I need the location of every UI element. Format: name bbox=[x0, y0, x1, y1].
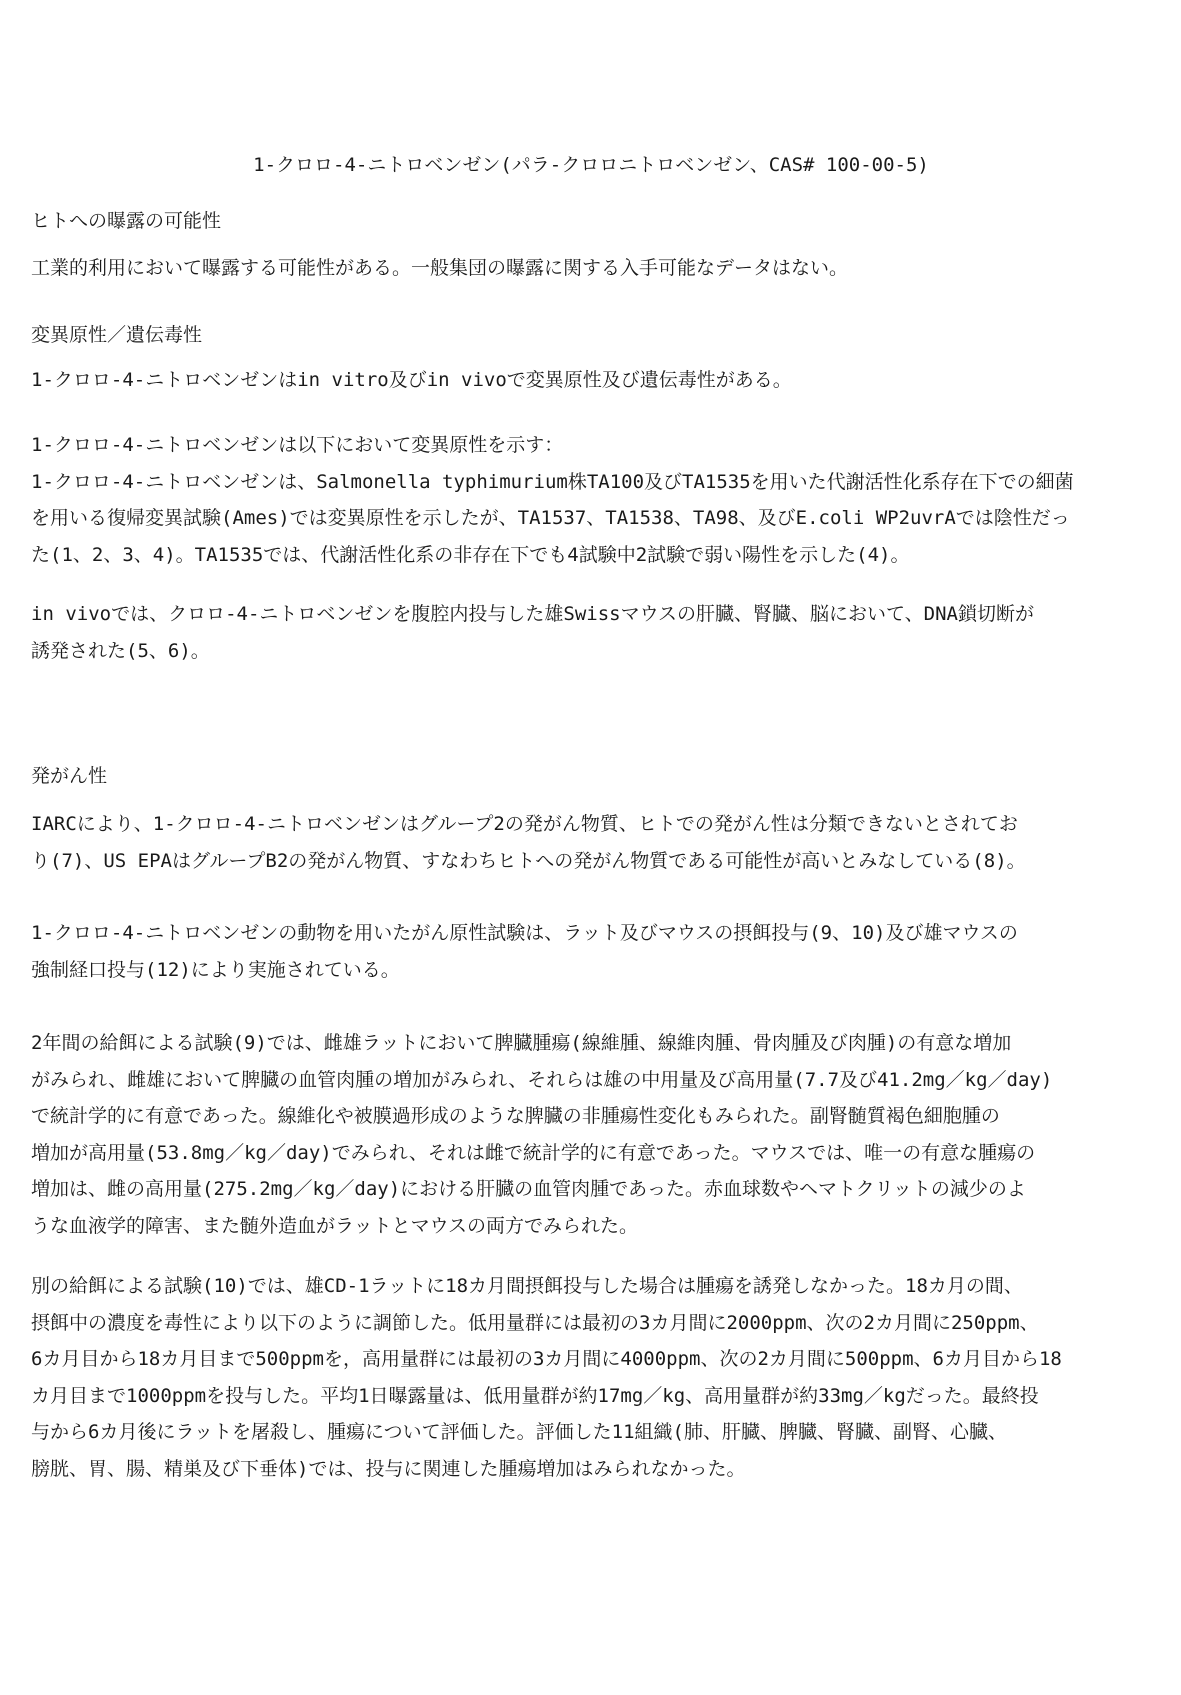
carcinogenicity-paragraph-1 bbox=[31, 806, 1151, 879]
text-line: in vivoでは、クロロ-4-ニトロベンゼンを腹腔内投与した雄Swissマウスの肝臓、腎臓、脳において、DNA鎖切断が bbox=[31, 603, 1034, 625]
text-line: IARCにより、1-クロロ-4-ニトロベンゼンはグループ2の発がん物質、ヒトでの発がん性は分類できないとされてお bbox=[31, 813, 1018, 835]
exposure-paragraph bbox=[31, 250, 1151, 287]
text-line: 別の給餌による試験(10)では、雄CD-1ラットに18カ月間摂餌投与した場合は腫瘍を誘発しなかった。18カ月の間、 bbox=[31, 1275, 1023, 1297]
document-title: 1-クロロ-4-ニトロベンゼン(パラ-クロロニトロベンゼン、CAS# 100-00-5) bbox=[253, 154, 929, 176]
carcinogenicity-paragraph-3 bbox=[31, 1025, 1151, 1244]
text-line: 膀胱、胃、腸、精巣及び下垂体)では、投与に関連した腫瘍増加はみられなかった。 bbox=[31, 1457, 746, 1480]
carcinogenicity-paragraph-4 bbox=[31, 1268, 1151, 1487]
text-line: うな血液学的障害、また髄外造血がラットとマウスの両方でみられた。 bbox=[31, 1214, 639, 1237]
genotox-paragraph-1 bbox=[31, 362, 1151, 399]
text-line: 工業的利用において曝露する可能性がある。一般集団の曝露に関する入手可能なデータはない。 bbox=[31, 257, 849, 279]
text-line: 2年間の給餌による試験(9)では、雌雄ラットにおいて脾臓腫瘍(線維腫、線維肉腫、骨肉腫及び肉腫)の有意な増加 bbox=[31, 1032, 1012, 1054]
genotox-paragraph-2 bbox=[31, 427, 1151, 573]
text-line: 1-クロロ-4-ニトロベンゼンは以下において変異原性を示す： bbox=[31, 434, 564, 456]
text-line: で統計学的に有意であった。線維化や被膜過形成のような脾臓の非腫瘍性変化もみられた。副腎髄質褐色細胞腫の bbox=[31, 1105, 1000, 1127]
section-heading-carcinogenicity: 発がん性 bbox=[31, 765, 108, 787]
text-line: り(7)、US EPAはグループB2の発がん物質、すなわちヒトへの発がん物質である可能性が高いとみなしている(8)。 bbox=[31, 849, 1026, 872]
text-line: 誘発された(5、6)。 bbox=[31, 639, 210, 662]
text-line: 摂餌中の濃度を毒性により以下のように調節した。低用量群には最初の3カ月間に2000ppm、次の2カ月間に250ppm、 bbox=[31, 1311, 1039, 1334]
text-line: 1-クロロ-4-ニトロベンゼンはin vitro及びin vivoで変異原性及び遺伝毒性がある。 bbox=[31, 369, 792, 391]
text-line: 増加は、雌の高用量(275.2mg／kg／day)における肝臓の血管肉腫であった。赤血球数やヘマトクリットの減少のよ bbox=[31, 1178, 1026, 1200]
text-line: 与から6カ月後にラットを屠殺し、腫瘍について評価した。評価した11組織(肺、肝臓、脾臓、腎臓、副腎、心臓、 bbox=[31, 1421, 1007, 1443]
section-heading-genotoxicity: 変異原性／遺伝毒性 bbox=[31, 324, 203, 346]
genotox-paragraph-3 bbox=[31, 596, 1151, 669]
text-line: 1-クロロ-4-ニトロベンゼンの動物を用いたがん原性試験は、ラット及びマウスの摂餌投与(9、10)及び雄マウスの bbox=[31, 922, 1018, 944]
text-line: 1-クロロ-4-ニトロベンゼンは、Salmonella typhimurium株TA100及びTA1535を用いた代謝活性化系存在下での細菌 bbox=[31, 470, 1074, 493]
text-line: カ月目まで1000ppmを投与した。平均1日曝露量は、低用量群が約17mg／kg、高用量群が約33mg／kgだった。最終投 bbox=[31, 1384, 1039, 1407]
text-line: た(1、2、3、4)。TA1535では、代謝活性化系の非存在下でも4試験中2試験で弱い陽性を示した(4)。 bbox=[31, 543, 910, 566]
carcinogenicity-paragraph-2 bbox=[31, 915, 1151, 988]
section-heading-exposure: ヒトへの曝露の可能性 bbox=[31, 210, 222, 232]
text-line: を用いる復帰変異試験(Ames)では変異原性を示したが、TA1537、TA1538、TA98、及びE.coli WP2uvrAでは陰性だっ bbox=[31, 507, 1070, 529]
text-line: 強制経口投与(12)により実施されている。 bbox=[31, 958, 400, 981]
text-line: 増加が高用量(53.8mg／kg／day)でみられ、それは雌で統計学的に有意であった。マウスでは、唯一の有意な腫瘍の bbox=[31, 1141, 1036, 1164]
text-line: がみられ、雌雄において脾臓の血管肉腫の増加がみられ、それらは雄の中用量及び高用量(7.7及び41.2mg／kg／day) bbox=[31, 1068, 1053, 1091]
text-line: 6カ月目から18カ月目まで500ppmを，高用量群には最初の3カ月間に4000ppm、次の2カ月間に500ppm、6カ月目から18 bbox=[31, 1348, 1062, 1370]
